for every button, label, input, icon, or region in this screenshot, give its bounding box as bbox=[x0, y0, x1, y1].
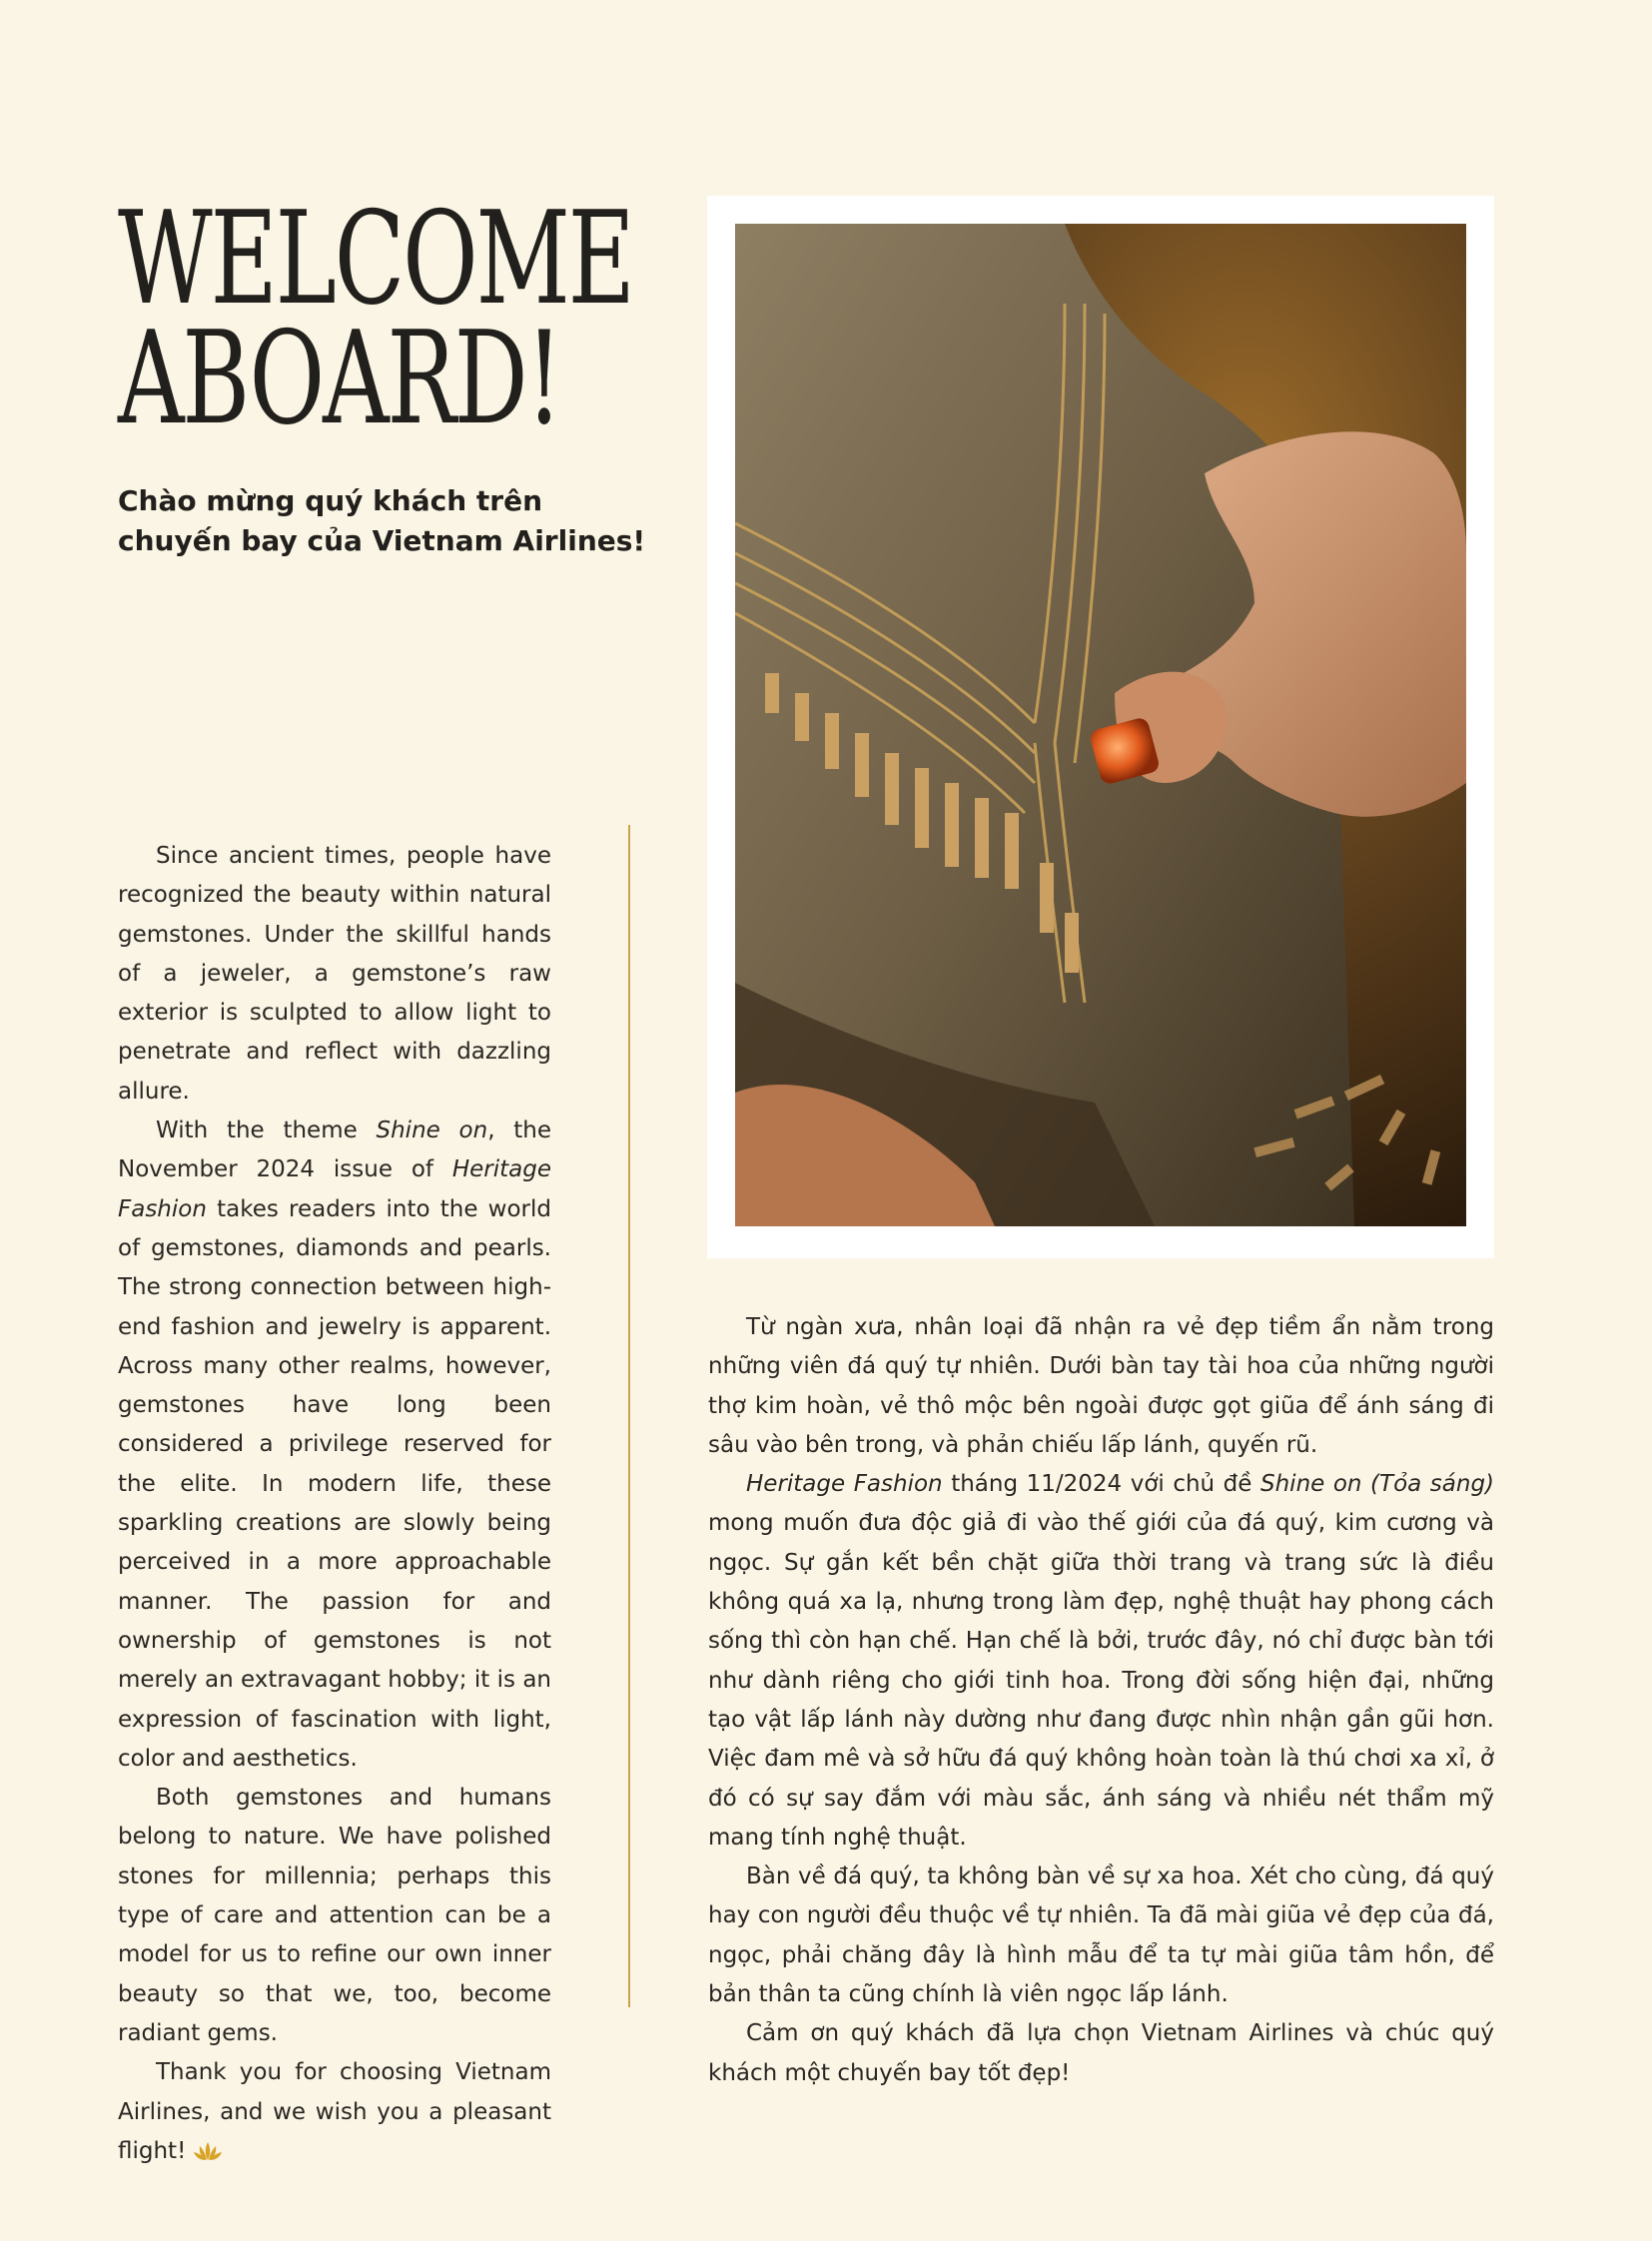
necklace-photo bbox=[735, 224, 1466, 1226]
vietnamese-p2-text-b: mong muốn đưa độc giả đi vào thế giới của đá quý, kim cương và ngọc. Sự gắn kết bền chặt giữa thời trang và trang sức là điều không quá xa lạ, nhưng trong làm đẹp, nghệ thuật hay phong cách sống thì còn hạn chế. Hạn chế là bởi, trước đây, nó chỉ được bàn tới như dành riêng cho giới tinh hoa. Trong đời sống hiện đại, những tạo vật lấp lánh này dường như đang được nhìn nhận gần gũi hơn. Việc đam mê và sở hữu đá quý không hoàn toàn là thú chơi xa xỉ, ở đó có sự say đắm với màu sắc, ánh sáng và nhiều nét thẩm mỹ mang tính nghệ thuật. bbox=[708, 1510, 1494, 1851]
english-p4-text: Thank you for choosing Vietnam Airlines, and we wish you a pleasant flight! bbox=[118, 2059, 551, 2164]
vietnamese-p2-text-a: tháng 11/2024 với chủ đề bbox=[942, 1471, 1260, 1498]
vietnamese-magazine-name: Heritage Fashion bbox=[746, 1471, 943, 1498]
column-divider bbox=[628, 825, 630, 2007]
page-subtitle bbox=[118, 481, 657, 561]
vietnamese-theme-name: Shine on (Tỏa sáng) bbox=[1260, 1471, 1495, 1498]
english-theme-name: Shine on bbox=[376, 1118, 488, 1144]
english-column bbox=[118, 837, 551, 2171]
page-title bbox=[118, 185, 633, 453]
photo-frame bbox=[707, 196, 1494, 1258]
english-paragraph-2 bbox=[118, 1112, 551, 1779]
vietnamese-paragraph-2 bbox=[708, 1465, 1494, 1858]
english-p2-text-c: takes readers into the world of gemstones, diamonds and pearls. The strong connection between high-end fashion and jewelry is apparent. Across many other realms, however, gemstones have long been considered a privilege reserved for the elite. In modern life, these sparkling creations are slowly being perceived in a more approachable manner. The passion for and ownership of gemstones is not merely an extravagant hobby; it is an expression of fascination with light, color and aesthetics. bbox=[118, 1195, 551, 1772]
title-line-1: WELCOME bbox=[118, 185, 633, 334]
title-line-2: ABOARD! bbox=[118, 305, 561, 453]
english-p2-text-a: With the theme bbox=[156, 1118, 377, 1144]
lotus-icon bbox=[192, 2140, 224, 2162]
vietnamese-paragraph-4: Cảm ơn quý khách đã lựa chọn Vietnam Airlines và chúc quý khách một chuyến bay tốt đẹp! bbox=[708, 2020, 1494, 2086]
vietnamese-paragraph-3: Bàn về đá quý, ta không bàn về sự xa hoa. Xét cho cùng, đá quý hay con người đều thuộc về tự nhiên. Ta đã mài giũa vẻ đẹp của đá, ngọc, phải chăng đây là hình mẫu để ta tự mài giũa tâm hồn, để bản thân ta cũng chính là viên ngọc lấp lánh. bbox=[708, 1864, 1494, 2008]
vietnamese-paragraph-1: Từ ngàn xưa, nhân loại đã nhận ra vẻ đẹp tiềm ẩn nằm trong những viên đá quý tự nhiên. Dưới bàn tay tài hoa của những người thợ kim hoàn, vẻ thô mộc bên ngoài được gọt giũa để ánh sáng đi sâu vào bên trong, và phản chiếu lấp lánh, quyến rũ. bbox=[708, 1314, 1494, 1458]
english-paragraph-1: Since ancient times, people have recognized the beauty within natural gemstones. Under the skillful hands of a jeweler, a gemstone’s raw exterior is sculpted to allow light to penetrate and reflect with dazzling allure. bbox=[118, 843, 551, 1105]
english-paragraph-3: Both gemstones and humans belong to nature. We have polished stones for millennia; perhaps this type of care and attention can be a model for us to refine our own inner beauty so that we, too, become radiant gems. bbox=[118, 1785, 551, 2046]
english-magazine-name: Heritage Fashion bbox=[118, 1156, 551, 1222]
subtitle-line-2: chuyến bay của Vietnam Airlines! bbox=[118, 524, 646, 557]
english-paragraph-4 bbox=[118, 2053, 551, 2171]
subtitle-line-1: Chào mừng quý khách trên bbox=[118, 484, 543, 517]
english-p2-text-b: , the November 2024 issue of bbox=[118, 1118, 551, 1183]
vietnamese-column bbox=[708, 1308, 1494, 2093]
